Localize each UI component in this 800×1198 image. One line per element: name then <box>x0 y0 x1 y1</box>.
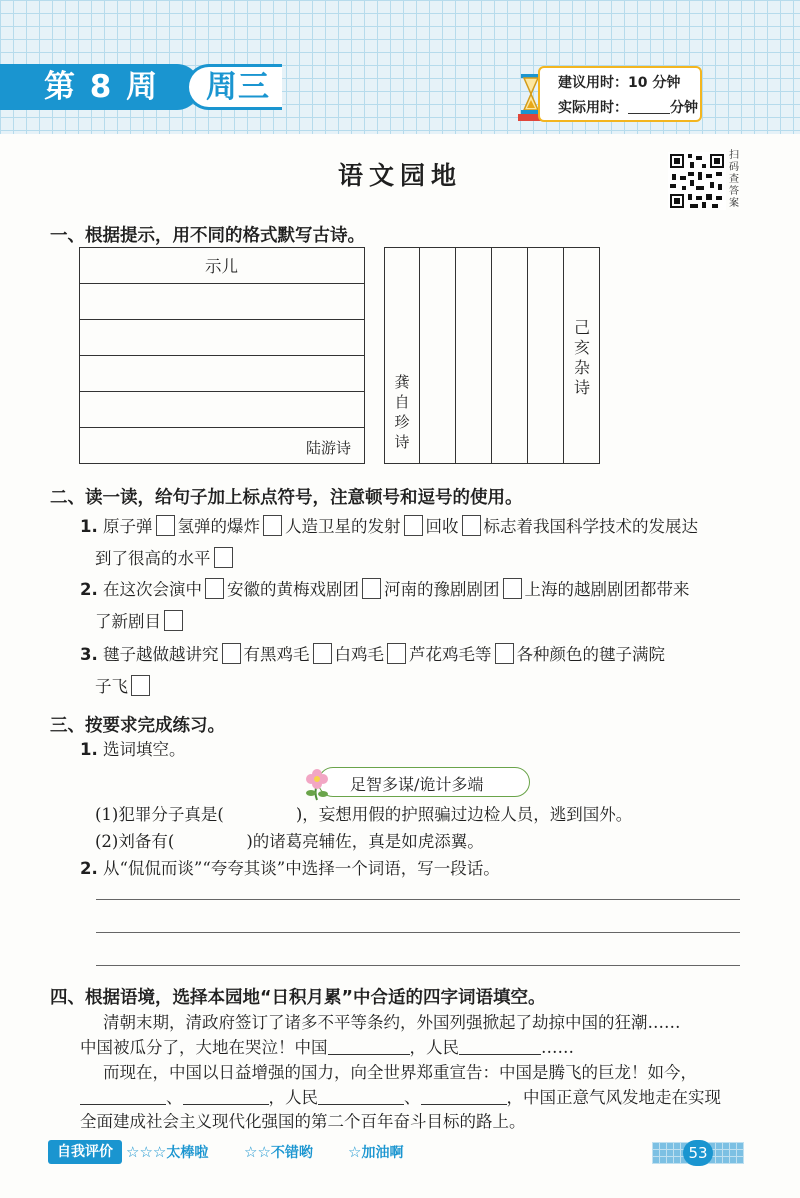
punct-box[interactable] <box>495 643 514 664</box>
punct-box[interactable] <box>462 515 481 536</box>
fill-blank[interactable] <box>328 1038 410 1055</box>
s2-q1-line2: 到了很高的水平 <box>95 547 236 569</box>
section1-heading: 一、根据提示，用不同的格式默写古诗。 <box>50 226 365 246</box>
star-icon: ☆ <box>139 1143 153 1161</box>
punct-box[interactable] <box>313 643 332 664</box>
poem2-title: 己亥杂诗 <box>573 318 590 397</box>
punct-box[interactable] <box>362 578 381 599</box>
star-icon: ☆ <box>126 1143 140 1161</box>
punct-box[interactable] <box>222 643 241 664</box>
word-choices: 足智多谋/诡计多端 <box>350 775 484 794</box>
s2-q2-line2: 了新剧目 <box>95 610 186 632</box>
s2-q1-line1: 1. 原子弹 氢弹的爆炸 人造卫星的发射 回收 标志着我国科学技术的发展达 <box>80 517 698 536</box>
s4-p2-line1: 而现在，中国以日益增强的国力，向全世界郑重宣告：中国是腾飞的巨龙！如今， <box>103 1063 697 1082</box>
punct-box[interactable] <box>263 515 282 536</box>
s4-p2-line2: 、 ，人民 、 ，中国正意气风发地走在实现 <box>80 1088 721 1108</box>
poem2-author: 龚自珍诗 <box>394 373 410 451</box>
rating-two-stars[interactable]: ☆☆不错哟 <box>244 1143 313 1161</box>
writing-line[interactable] <box>96 932 740 933</box>
actual-time <box>558 97 698 117</box>
rating-three-stars[interactable]: ☆☆☆太棒啦 <box>126 1143 209 1161</box>
rating-one-star[interactable]: ☆加油啊 <box>348 1143 404 1161</box>
poem-box-vertical <box>384 247 600 464</box>
actual-time-label: 实际用时： <box>558 100 628 116</box>
s4-p1-line1: 清朝末期，清政府签订了诸多不平等条约，外国列强掀起了劫掠中国的狂潮…… <box>103 1013 681 1032</box>
punct-box[interactable] <box>387 643 406 664</box>
s3-q2: 2. 从“侃侃而谈”“夸夸其谈”中选择一个词语，写一段话。 <box>80 859 500 878</box>
poem1-title: 示儿 <box>205 257 238 276</box>
s2-q3-line2: 子飞 <box>95 675 153 697</box>
actual-time-unit: 分钟 <box>670 100 698 116</box>
s3-q1: 1. 选词填空。 <box>80 740 186 759</box>
punct-box[interactable] <box>503 578 522 599</box>
page-number: 53 <box>683 1140 713 1166</box>
s2-q3-line1: 3. 毽子越做越讲究 有黑鸡毛 白鸡毛 芦花鸡毛等 各种颜色的毽子满院 <box>80 645 665 664</box>
self-eval-label: 自我评价 <box>48 1140 122 1164</box>
page-title: 语文园地 <box>337 161 462 190</box>
s3-item2: (2)刘备有( )的诸葛亮辅佐，真是如虎添翼。 <box>95 832 484 851</box>
punct-box[interactable] <box>214 547 233 568</box>
poem-box-horizontal <box>79 247 365 464</box>
fill-blank[interactable] <box>421 1088 507 1105</box>
poem1-author: 陆游诗 <box>306 439 352 457</box>
star-icon: ☆ <box>257 1143 271 1161</box>
fill-blank[interactable] <box>459 1038 541 1055</box>
qr-code-icon[interactable] <box>668 152 726 210</box>
punct-box[interactable] <box>404 515 423 536</box>
punct-box[interactable] <box>205 578 224 599</box>
fill-blank[interactable] <box>318 1088 404 1105</box>
section2-heading: 二、读一读，给句子加上标点符号，注意顿号和逗号的使用。 <box>50 488 523 508</box>
star-icon: ☆ <box>348 1143 362 1161</box>
s2-q2-line1: 2. 在这次会演中 安徽的黄梅戏剧团 河南的豫剧剧团 上海的越剧剧团都带来 <box>80 580 690 599</box>
star-icon: ☆ <box>244 1143 258 1161</box>
writing-line[interactable] <box>96 899 740 900</box>
fill-blank[interactable] <box>183 1088 269 1105</box>
writing-line[interactable] <box>96 965 740 966</box>
s3-item1: (1)犯罪分子真是( )，妄想用假的护照骗过边检人员，逃到国外。 <box>95 805 633 824</box>
punct-box[interactable] <box>156 515 175 536</box>
punct-box[interactable] <box>164 610 183 631</box>
suggested-time: 建议用时：10 分钟 <box>558 75 681 91</box>
day-label: 周三 <box>206 69 270 105</box>
s4-p1-line2: 中国被瓜分了，大地在哭泣！中国 ，人民 …… <box>80 1038 574 1057</box>
star-icon: ☆ <box>152 1143 167 1161</box>
section4-heading: 四、根据语境，选择本园地“日积月累”中合适的四字词语填空。 <box>50 988 546 1008</box>
qr-label: 扫码查答案 <box>729 150 739 209</box>
week-label: 第 8 周 <box>44 69 160 105</box>
actual-time-blank[interactable] <box>628 97 670 114</box>
flower-icon <box>300 765 334 801</box>
fill-blank[interactable] <box>80 1088 166 1105</box>
section3-heading: 三、按要求完成练习。 <box>50 716 225 736</box>
s4-p2-line3: 全面建成社会主义现代化强国的第二个百年奋斗目标的路上。 <box>80 1112 526 1131</box>
punct-box[interactable] <box>131 675 150 696</box>
